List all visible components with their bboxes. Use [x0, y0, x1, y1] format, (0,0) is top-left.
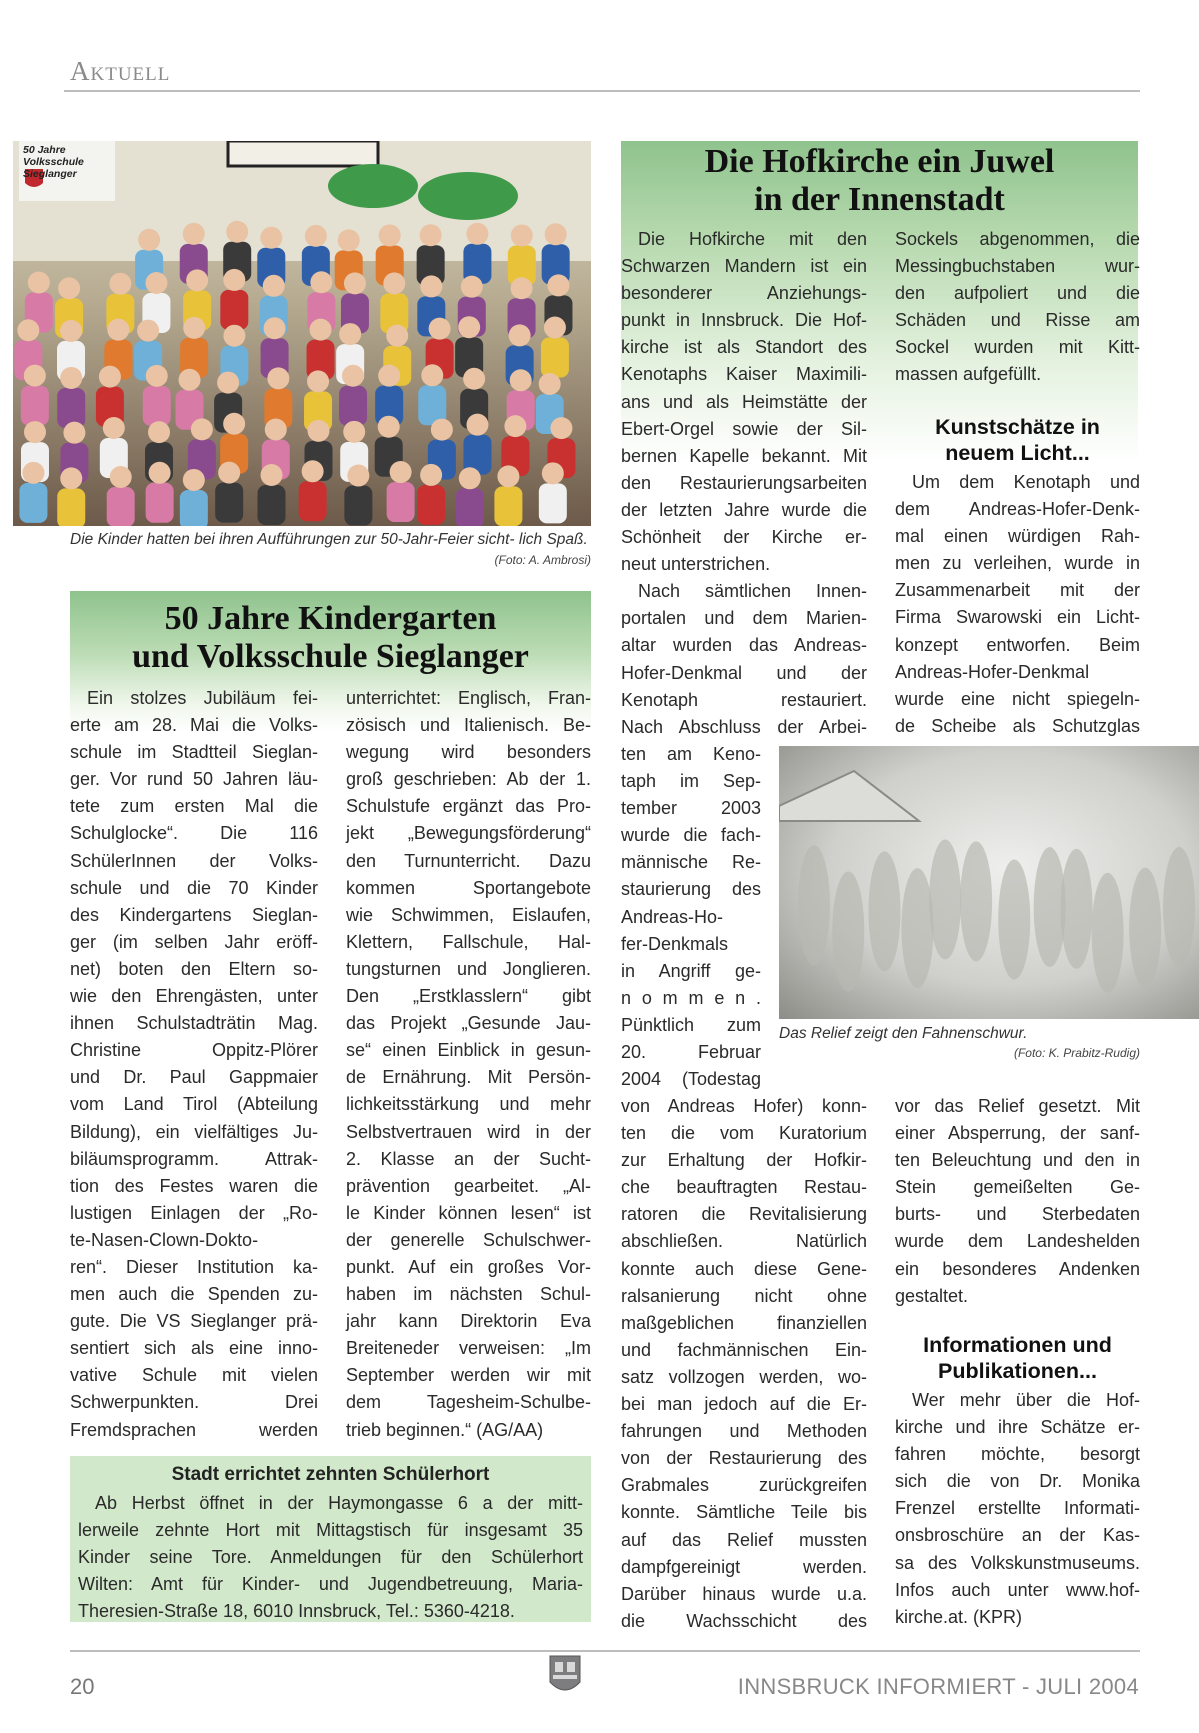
child-face [544, 317, 566, 339]
child-face [545, 223, 567, 245]
child-figure [215, 483, 243, 523]
text-line: mal einen würdigen Rah- [895, 526, 1140, 547]
text-line: bei man jedoch auf die Er- [621, 1394, 867, 1415]
text-line: tete zum ersten Mal die [70, 796, 318, 817]
text-line: Wilten: Amt für Kinder- und Jugendbetreuung, Maria- [78, 1574, 583, 1595]
child-face [148, 421, 170, 443]
child-face [60, 367, 82, 389]
text-line: taph im Sep- [621, 771, 761, 792]
text-line: und fachmännischen Ein- [621, 1339, 867, 1360]
child-face [267, 367, 289, 389]
child-face [542, 462, 564, 484]
article1-column-1 [70, 685, 318, 1444]
text-line: wurde die fach- [621, 825, 761, 846]
relief-figure [1092, 873, 1124, 993]
subheading-line: Informationen und [923, 1333, 1112, 1357]
text-line: von Andreas Hofer) konn- [621, 1096, 867, 1116]
child-face [149, 462, 171, 484]
text-line: Infos auch unter www.hof- [895, 1579, 1140, 1600]
text-line: kommen Sportangebote [346, 877, 591, 898]
text-line: Bildung), ein vielfältiges Ju- [70, 1121, 318, 1142]
child-figure [143, 386, 171, 426]
child-face [511, 224, 533, 246]
relief-illustration [779, 746, 1199, 1019]
text-line: ten Beleuchtung und den in [895, 1150, 1140, 1171]
text-line: den aufpoliert und die [895, 283, 1140, 304]
text-line: de Ernährung. Mit Persön- [346, 1067, 591, 1088]
text-line: jahr kann Direktorin Eva [346, 1311, 591, 1332]
text-line: Die Hofkirche mit den [638, 229, 867, 249]
relief-figure [998, 860, 1030, 980]
child-figure [57, 488, 85, 526]
child-face [539, 373, 561, 395]
text-line: wurde dem Landeshelden [895, 1231, 1140, 1252]
text-line: trieb beginnen.“ (AG/AA) [346, 1419, 544, 1440]
child-face [109, 273, 131, 295]
text-line: tungsturnen und Jonglieren. [346, 958, 591, 979]
child-face [146, 365, 168, 387]
text-line: Klettern, Fallschule, Hal- [346, 931, 591, 952]
article1-headline-line1: 50 Jahre Kindergarten [164, 600, 497, 637]
text-line: tember 2003 [621, 798, 761, 819]
child-face [511, 277, 533, 299]
child-face [420, 275, 442, 297]
text-line: Andreas-Hofer-Denkmal [895, 661, 1090, 682]
text-line: de Scheibe als Schutzglas [895, 715, 1140, 736]
sidebar-body [78, 1490, 583, 1625]
text-line: der generelle Schulschwer- [346, 1229, 591, 1250]
text-line: haben im nächsten Schul- [346, 1284, 591, 1305]
child-figure [180, 490, 208, 526]
child-figure [220, 290, 248, 330]
article2-middle-column-bottom [621, 1093, 867, 1635]
text-line: ren“. Dieser Institution ka- [70, 1256, 318, 1277]
text-line: sich die von Dr. Monika [895, 1471, 1140, 1492]
text-line: dem Andreas-Hofer-Denk- [895, 499, 1140, 520]
subheading-informationen [895, 1332, 1140, 1384]
child-face [58, 277, 80, 299]
child-figure [387, 482, 415, 522]
child-face [17, 319, 39, 341]
child-face [547, 274, 569, 296]
relief-figure [868, 851, 900, 971]
publication-title: INNSBRUCK INFORMIERT - JULI 2004 [737, 1674, 1139, 1699]
text-line: Christine Oppitz-Plörer [70, 1040, 318, 1061]
text-line: Kenotaphs Kaiser Maximili- [621, 364, 867, 385]
text-line: vative Schule mit vielen [70, 1365, 318, 1386]
text-line: den Restaurierungsarbeiten [621, 472, 867, 493]
article1-headline-line2: und Volksschule Sieglanger [132, 638, 529, 675]
relief-caption: Das Relief zeigt den Fahnenschwur. [779, 1025, 1028, 1042]
photo-credit: (Foto: A. Ambrosi) [494, 553, 591, 567]
text-line: Nach Abschluss der Arbei- [621, 716, 867, 737]
text-line: Grabmales zurückgreifen [621, 1475, 867, 1496]
child-face [343, 421, 365, 443]
text-line: gestaltet. [895, 1285, 969, 1306]
text-line: und Dr. Paul Gappmaier [70, 1067, 318, 1088]
child-face [302, 460, 324, 482]
text-line: die Wachsschicht des [621, 1610, 867, 1631]
child-face [263, 275, 285, 297]
child-face [390, 461, 412, 483]
text-line: zösisch und Italienisch. Be- [346, 715, 591, 736]
child-figure [339, 386, 367, 426]
child-face [339, 323, 361, 345]
text-line: Fremdsprachen werden [70, 1419, 318, 1440]
child-face [421, 364, 443, 386]
article2-right-column-relief [895, 1093, 1140, 1310]
text-line: konzept entworfen. Beim [895, 634, 1140, 655]
child-face [60, 467, 82, 489]
header-rule [64, 90, 1140, 92]
text-line: ans und als Heimstätte der [621, 391, 867, 412]
relief-figure [960, 841, 992, 961]
child-face [305, 225, 327, 247]
article2-headline-line2: in der Innenstadt [754, 181, 1005, 218]
text-line: 2004 (Todestag [621, 1069, 761, 1090]
child-face [379, 224, 401, 246]
text-line: portalen und dem Marien- [621, 608, 867, 629]
text-line: Den „Erstklasslern“ gibt [346, 986, 591, 1007]
text-line: das Projekt „Gesunde Jau- [346, 1013, 591, 1034]
text-line: Kenotaph restauriert. [621, 689, 867, 710]
child-face [226, 221, 248, 243]
child-face [342, 365, 364, 387]
child-face [218, 462, 240, 484]
text-line: ein besonderes Andenken [895, 1258, 1140, 1279]
child-figure [57, 388, 85, 428]
text-line: erte am 28. Mai die Volks- [70, 715, 318, 736]
text-line: Um dem Kenotaph und [912, 472, 1140, 492]
child-face [217, 372, 239, 394]
text-line: ger (im selben Jahr eröff- [70, 931, 318, 952]
text-line: dampfgereinigt werden. [621, 1556, 867, 1577]
text-line: September werden wir mit [346, 1365, 591, 1386]
relief-figure [1061, 849, 1093, 969]
tree-decoration [328, 164, 418, 208]
text-line: maßgeblichen finanziellen [621, 1312, 867, 1333]
text-line: wie den Ehrengästen, unter [70, 986, 318, 1007]
child-face [264, 317, 286, 339]
text-line: dem Tagesheim-Schulbe- [346, 1392, 591, 1413]
child-figure [494, 486, 522, 526]
text-line: wurde eine nicht spiegeln- [895, 688, 1140, 709]
text-line: che beauftragten Restau- [621, 1177, 867, 1198]
text-line: Darüber hinaus wurde u.a. [621, 1583, 867, 1604]
child-face [261, 464, 283, 486]
text-line: ten am Keno- [621, 744, 761, 764]
child-face [28, 272, 50, 294]
text-line: neut unterstrichen. [621, 554, 771, 575]
text-line: männische Re- [621, 852, 761, 873]
basketball-board [228, 141, 378, 166]
child-face [99, 366, 121, 388]
child-face [378, 416, 400, 438]
text-line: ihnen Schulstadträtin Mag. [70, 1013, 318, 1034]
text-line: 20. Februar [621, 1042, 761, 1063]
text-line: Firma Swarowski ein Licht- [895, 607, 1140, 628]
text-line: Wer mehr über die Hof- [912, 1390, 1140, 1410]
text-line: konnte auch diese Gene- [621, 1258, 867, 1279]
text-line: auf das Relief mussten [621, 1529, 867, 1550]
subheading-line: Kunstschätze in [935, 415, 1100, 439]
article2-headline-line1: Die Hofkirche ein Juwel [704, 143, 1055, 180]
text-line: satz vollzogen werden, wo- [621, 1366, 867, 1387]
article2-middle-column-narrow [621, 741, 761, 1093]
child-face [223, 413, 245, 435]
relief-photo [779, 746, 1199, 1019]
child-figure [107, 487, 135, 526]
relief-figure [1163, 847, 1195, 967]
article2-middle-column-top [621, 226, 867, 741]
child-figure [456, 488, 484, 526]
child-face [63, 422, 85, 444]
text-line: Frenzel erstellte Informati- [895, 1498, 1140, 1519]
text-line: staurierung des [621, 879, 761, 900]
text-line: punkt. Auf ein großes Vor- [346, 1256, 591, 1277]
banner-text: 50 Jahre Volksschule Sieglanger [23, 144, 84, 180]
child-figure [21, 386, 49, 426]
text-line: ger. Vor rund 50 Jahren läu- [70, 769, 318, 790]
school-children-photo [13, 141, 591, 526]
footer-rule [70, 1650, 1140, 1652]
sidebar-title: Stadt errichtet zehnten Schülerhort [171, 1464, 490, 1485]
child-figure [258, 485, 286, 525]
child-face [223, 325, 245, 347]
text-line: ten die vom Kuratorium [621, 1123, 867, 1144]
child-figure [344, 486, 372, 526]
relief-figure [901, 868, 933, 988]
child-face [223, 269, 245, 291]
child-face [463, 368, 485, 390]
text-line: Theresien-Straße 18, 6010 Innsbruck, Tel.: 5360-4218. [78, 1601, 515, 1622]
text-line: te-Nasen-Clown-Dokto- [70, 1229, 259, 1250]
text-line: Schwerpunkten. Drei [70, 1392, 318, 1413]
child-face [310, 271, 332, 293]
text-line: Messingbuchstaben wur- [895, 256, 1140, 277]
child-face [307, 370, 329, 392]
text-line: den Turnunterricht. Dazu [346, 850, 591, 871]
child-face [344, 272, 366, 294]
child-face [383, 272, 405, 294]
text-line: des Kindergartens Sieglan- [70, 904, 318, 925]
text-line: punkt in Innsbruck. Die Hof- [621, 310, 867, 331]
child-face [24, 421, 46, 443]
subheading-line: neuem Licht... [945, 441, 1090, 465]
text-line: net) boten den Eltern so- [70, 958, 318, 979]
child-face [466, 223, 488, 245]
child-face [265, 419, 287, 441]
text-line: vor das Relief gesetzt. Mit [895, 1096, 1140, 1116]
text-line: ratoren die Revitalisierung [621, 1204, 867, 1225]
text-line: Hofer-Denkmal und der [621, 662, 867, 683]
child-face [431, 419, 453, 441]
relief-credit: (Foto: K. Prabitz-Rudig) [1013, 1046, 1140, 1060]
child-face [103, 417, 125, 439]
text-line: Ebert-Orgel sowie der Sil- [621, 418, 867, 439]
text-line: Nach sämtlichen Innen- [638, 581, 867, 602]
page-number: 20 [70, 1674, 95, 1699]
text-line: le Kinder können lesen“ ist [346, 1202, 591, 1223]
text-line: Stein gemeißelten Ge- [895, 1177, 1140, 1198]
text-line: men zu verleihen, wurde in [895, 553, 1140, 574]
text-line: von der Restaurierung des [621, 1448, 867, 1469]
child-face [378, 365, 400, 387]
child-face [509, 324, 531, 346]
relief-figure [1129, 868, 1161, 988]
text-line: einer Absperrung, der sanf- [895, 1123, 1140, 1144]
child-face [347, 465, 369, 487]
text-line: abschließen. Natürlich [621, 1231, 867, 1252]
text-line: groß geschrieben: Ab der 1. [346, 769, 591, 790]
text-line: Selbstvertrauen wird in der [346, 1121, 591, 1142]
child-face [461, 276, 483, 298]
child-face [310, 319, 332, 341]
child-figure [541, 338, 569, 378]
child-face [138, 229, 160, 251]
child-face [550, 417, 572, 439]
text-line: kirche und ihre Schätze er- [895, 1417, 1140, 1438]
text-line: Zusammenarbeit mit der [895, 580, 1140, 601]
text-line: Schulglocke“. Die 116 [70, 823, 318, 844]
text-line: se“ einen Einblick in gesun- [346, 1040, 591, 1061]
child-face [145, 272, 167, 294]
text-line: vom Land Tirol (Abteilung [70, 1094, 318, 1115]
text-line: lustigen Einlagen der „Ro- [70, 1202, 318, 1223]
child-figure [539, 483, 567, 523]
child-face [60, 320, 82, 342]
text-line: massen aufgefüllt. [895, 364, 1042, 385]
text-line: schule und die 70 Kinder [70, 877, 318, 898]
child-face [308, 420, 330, 442]
text-line: onsbroschüre an der Kas- [895, 1525, 1140, 1546]
text-line: Pünktlich zum [621, 1014, 761, 1035]
child-face [22, 462, 44, 484]
child-face [386, 325, 408, 347]
text-line: Schönheit der Kirche er- [621, 527, 867, 548]
relief-figure [929, 839, 961, 959]
text-line: kirche ist als Standort des [621, 337, 867, 358]
child-face [137, 320, 159, 342]
sidebar-box [70, 1456, 591, 1622]
child-face [260, 227, 282, 249]
text-line: wie Schwimmen, Eislaufen, [346, 904, 591, 925]
text-line: SchülerInnen der Volks- [70, 850, 318, 871]
child-face [429, 318, 451, 340]
tree-decoration [418, 172, 518, 220]
child-figure [299, 481, 327, 521]
child-face [420, 224, 442, 246]
article1-column-2 [346, 685, 591, 1444]
text-line: fer-Denkmals [621, 933, 729, 954]
child-face [466, 414, 488, 436]
text-line: n o m m e n . [621, 987, 761, 1008]
article2-right-column-top [895, 226, 1140, 389]
text-line: kirche.at. (KPR) [895, 1606, 1023, 1627]
innsbruck-coat-of-arms-icon [548, 1654, 582, 1698]
text-line: altar wurden das Andreas- [621, 635, 867, 656]
text-line: biläumsprogramm. Attrak- [70, 1148, 318, 1169]
text-line: fahrungen und Methoden [621, 1421, 867, 1442]
text-line: Schulstufe ergänzt das Pro- [346, 796, 591, 817]
child-face [191, 418, 213, 440]
child-face [459, 467, 481, 489]
text-line: burts- und Sterbedaten [895, 1204, 1140, 1225]
text-line: Schwarzen Mandern ist ein [621, 256, 867, 277]
text-line: besonderer Anziehungs- [621, 283, 867, 304]
text-line: der letzten Jahre wurde die [621, 499, 867, 520]
text-line: men auch die Spenden zu- [70, 1284, 318, 1305]
child-face [110, 466, 132, 488]
child-face [183, 469, 205, 491]
text-line: Ein stolzes Jubiläum fei- [87, 688, 318, 708]
child-figure [417, 485, 445, 525]
text-line: jekt „Bewegungsförderung“ [346, 823, 591, 844]
text-line: 2. Klasse an der Sucht- [346, 1148, 591, 1169]
text-line: Schäden und Risse am [895, 310, 1140, 331]
child-face [183, 223, 205, 245]
section-title: Aktuell [70, 56, 171, 86]
child-face [107, 319, 129, 341]
article2-right-column-info [895, 1387, 1140, 1631]
text-line: Kinder seine Tore. Anmeldungen für den Schülerhort [78, 1547, 583, 1568]
text-line: Andreas-Ho- [621, 906, 724, 927]
text-line: Sockel wurden mit Kitt- [895, 337, 1140, 358]
child-face [420, 464, 442, 486]
text-line: unterrichtet: Englisch, Fran- [346, 688, 591, 708]
text-line: sentiert sich als eine inno- [70, 1338, 318, 1359]
text-line: schule im Stadtteil Sieglan- [70, 742, 318, 763]
relief-figure [798, 845, 830, 965]
subheading-kunstschaetze [895, 414, 1140, 466]
text-line: zur Erhaltung der Hofkir- [621, 1150, 867, 1171]
text-line: fahren möchte, besorgt [895, 1444, 1140, 1465]
relief-figure [832, 871, 864, 991]
text-line: konnte. Sämtliche Teile bis [621, 1502, 867, 1523]
text-line: ralsanierung nicht ohne [621, 1285, 867, 1306]
text-line: Sockels abgenommen, die [895, 229, 1140, 249]
subheading-line: Publikationen... [938, 1359, 1097, 1383]
text-line: wegung wird besonders [346, 742, 591, 763]
child-face [338, 229, 360, 251]
text-line: tion des Festes waren die [70, 1175, 318, 1196]
child-figure [146, 483, 174, 523]
child-face [24, 365, 46, 387]
text-line: prävention gearbeitet. „Al- [346, 1175, 591, 1196]
text-line: Breiteneder verweisen: „Im [346, 1338, 591, 1359]
article2-right-column-licht [895, 469, 1140, 740]
child-face [497, 465, 519, 487]
photo-caption: Die Kinder hatten bei ihren Aufführungen zur 50-Jahr-Feier sicht- lich Spaß. [70, 531, 588, 548]
photo-illustration [13, 141, 591, 526]
text-line: Ab Herbst öffnet in der Haymongasse 6 a der mitt- [95, 1493, 583, 1513]
text-line: bernen Kapelle bekannt. Mit [621, 445, 867, 466]
text-line: sa des Volkskunstmuseums. [895, 1552, 1140, 1573]
text-line: gute. Die VS Sieglanger prä- [70, 1311, 318, 1332]
child-face [458, 316, 480, 338]
child-face [183, 317, 205, 339]
text-line: in Angriff ge- [621, 960, 761, 981]
child-face [179, 369, 201, 391]
text-line: lerweile zehnte Hort mit Mittagstisch für insgesamt 35 [78, 1520, 583, 1541]
child-figure [19, 483, 47, 523]
relief-house [779, 771, 919, 821]
child-face [186, 269, 208, 291]
text-line: lichkeitsstärkung und mehr [346, 1094, 591, 1115]
child-face [510, 369, 532, 391]
child-face [504, 415, 526, 437]
